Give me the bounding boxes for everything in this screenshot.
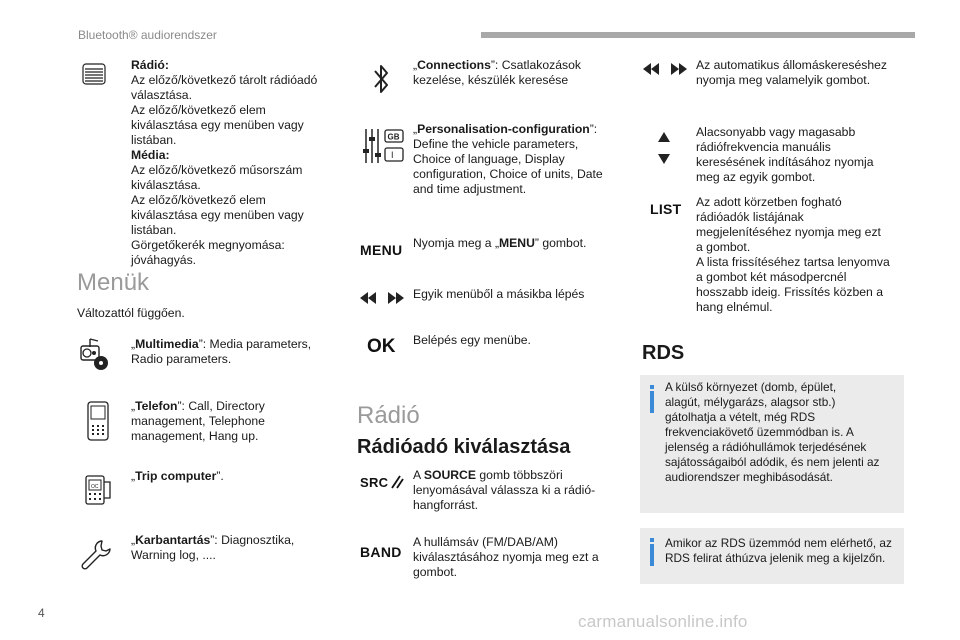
radio-select-heading: Rádióadó kiválasztása	[357, 436, 571, 458]
text-line: gátolhatja a vételt, még RDS	[665, 410, 816, 424]
text-line: ”.	[216, 469, 224, 483]
list-button-icon: LIST	[650, 201, 682, 217]
text-line: ” gombot.	[534, 236, 587, 250]
text-line: listában.	[131, 223, 177, 237]
text-line: A hullámsáv (FM/DAB/AM)	[413, 535, 558, 549]
text-line: listában.	[131, 133, 177, 147]
text-line: A külső környezet (domb, épület,	[665, 380, 837, 394]
karbantartas-description: „Karbantartás”: Diagnosztika, Warning log, ....	[131, 533, 321, 563]
menus-heading: Menük	[77, 269, 150, 296]
watermark: carmanualsonline.info	[578, 612, 748, 631]
media-label: Média:	[131, 148, 170, 162]
seek-arrows-icon	[643, 62, 687, 76]
wrench-icon	[80, 538, 114, 572]
text-line: kiválasztása egy menüben vagy	[131, 118, 304, 132]
text-line: audiorendszer meghibásodását.	[665, 470, 833, 484]
text-line: management, Hang up.	[131, 429, 259, 443]
text-line: Görgetőkerék megnyomása:	[131, 238, 285, 252]
menus-intro: Változattól függően.	[77, 306, 185, 320]
personalisation-label: Personalisation-configuration	[417, 122, 590, 136]
text-line: a gombot két másodpercnél	[696, 270, 847, 284]
text-line: A lista frissítéséhez tartsa lenyomva	[696, 255, 890, 269]
text-line: Az előző/következő elem	[131, 103, 266, 117]
text-line: Az előző/következő tárolt rádióadó	[131, 73, 318, 87]
info-icon	[650, 391, 654, 413]
text-line: jóváhagyás.	[131, 253, 197, 267]
arrows-description: Egyik menüből a másikba lépés	[413, 287, 585, 301]
text-line: keresésének indításához nyomja	[696, 155, 874, 169]
multimedia-icon	[80, 338, 110, 370]
connections-label: Connections	[417, 58, 491, 72]
phone-icon	[87, 401, 109, 441]
page-number: 4	[38, 606, 45, 620]
text-line: A	[413, 468, 424, 482]
rds-heading: RDS	[642, 342, 685, 364]
text-line: Warning log, ....	[131, 548, 216, 562]
radio-media-description	[131, 58, 331, 268]
source-button-icon	[360, 474, 404, 490]
text-line: kiválasztásához nyomja meg ezt a	[413, 550, 599, 564]
up-down-arrows-icon	[657, 132, 671, 164]
trip-computer-description: „Trip computer”.	[131, 469, 224, 483]
telefon-label: Telefon	[135, 399, 178, 413]
text-line: and time adjustment.	[413, 182, 527, 196]
scroll-wheel-icon	[82, 62, 106, 86]
text-line: ”: Csatlakozások	[490, 58, 581, 72]
source-description	[413, 468, 613, 513]
text-line: Az automatikus állomáskereséshez	[696, 58, 888, 72]
text-line: Radio parameters.	[131, 352, 232, 366]
text-line: RDS felirat áthúzva jelenik meg a kijelzőn.	[665, 551, 886, 565]
rds-unavailable-box	[640, 528, 904, 584]
trip-computer-icon	[84, 474, 114, 506]
svg-text:OC: OC	[91, 484, 99, 490]
rds-info-text	[665, 380, 901, 485]
svg-text:I: I	[391, 150, 394, 160]
auto-search-description	[696, 58, 906, 88]
multimedia-description: „Multimedia”: Media parameters, Radio parameters.	[131, 337, 321, 367]
header-divider	[481, 32, 915, 38]
text-line: ”: Call, Directory	[177, 399, 265, 413]
text-line: sajátosságaiból adódik, és nem jelenti az	[665, 455, 880, 469]
text-line: nyomja meg valamelyik gombot.	[696, 73, 871, 87]
multimedia-label: Multimedia	[135, 337, 199, 351]
source-icon-label: SRC	[360, 474, 389, 490]
text-line: megjelenítéséhez nyomja meg ezt	[696, 225, 881, 239]
ok-description: Belépés egy menübe.	[413, 333, 531, 347]
personalisation-description: „Personalisation-configuration”: Define the vehicle parameters, Choice of language, Display configuration, Choice of units, Date and time adjustment.	[413, 122, 618, 197]
telefon-description: „Telefon”: Call, Directory management, Telephone management, Hang up.	[131, 399, 321, 444]
text-line: kiválasztása.	[131, 178, 201, 192]
band-button-icon: BAND	[360, 544, 402, 560]
header-title: Bluetooth® audiorendszer	[78, 28, 217, 42]
menu-button-icon: MENU	[360, 242, 403, 258]
text-line: ”: Media parameters,	[198, 337, 312, 351]
text-line: meg az egyik gombot.	[696, 170, 816, 184]
rds-info-box	[640, 375, 904, 513]
text-line: configuration, Choice of units, Date	[413, 167, 603, 181]
text-line: Amikor az RDS üzemmód nem elérhető, az	[665, 536, 892, 550]
text-line: Alacsonyabb vagy magasabb	[696, 125, 856, 139]
left-right-arrows-icon	[360, 291, 404, 305]
settings-sliders-icon	[362, 127, 406, 165]
text-line: frekvenciakövető üzemmódban is. A	[665, 425, 854, 439]
connections-description: „Connections”: Csatlakozások kezelése, készülék keresése	[413, 58, 613, 88]
text-line: Nyomja meg a „	[413, 236, 500, 250]
ok-button-icon: OK	[367, 336, 396, 357]
text-line: alagút, mélygarázs, alagsor stb.)	[665, 395, 836, 409]
band-description	[413, 535, 613, 580]
text-line: ”:	[589, 122, 598, 136]
karbantartas-label: Karbantartás	[135, 533, 211, 547]
info-icon	[650, 544, 654, 566]
trip-computer-label: Trip computer	[135, 469, 217, 483]
text-line: hang elnémul.	[696, 300, 773, 314]
text-line: a gombot.	[696, 240, 751, 254]
text-line: gomb többszöri	[476, 468, 563, 482]
rds-unavailable-text	[665, 536, 901, 566]
list-description	[696, 195, 908, 315]
svg-text:GB: GB	[387, 132, 400, 142]
text-line: Define the vehicle parameters,	[413, 137, 579, 151]
text-line: Az előző/következő elem	[131, 193, 266, 207]
text-line: választása.	[131, 88, 192, 102]
text-line: hangforrást.	[413, 498, 479, 512]
text-line: gombot.	[413, 565, 458, 579]
radio-section-heading: Rádió	[357, 402, 420, 429]
manual-search-description	[696, 125, 906, 185]
text-line: kiválasztása egy menüben vagy	[131, 208, 304, 222]
radio-label: Rádió:	[131, 58, 169, 72]
menu-description	[413, 236, 613, 251]
text-line: ”: Diagnosztika,	[210, 533, 295, 547]
text-line: rádiófrekvencia manuális	[696, 140, 831, 154]
text-line: hosszabb ideig. Frissítés közben a	[696, 285, 883, 299]
text-line: kezelése, készülék keresése	[413, 73, 569, 87]
text-line: lenyomásával válassza ki a rádió-	[413, 483, 596, 497]
text-line: jelenség a rádióhullámok terjedésének	[665, 440, 867, 454]
text-line: management, Telephone	[131, 414, 265, 428]
text-line: Az adott körzetben fogható	[696, 195, 842, 209]
text-line: rádióadók listájának	[696, 210, 804, 224]
bluetooth-icon	[372, 62, 390, 96]
text-line: Az előző/következő műsorszám	[131, 163, 303, 177]
text-line: Choice of language, Display	[413, 152, 565, 166]
source-label: SOURCE	[423, 468, 476, 482]
menu-label: MENU	[499, 236, 535, 250]
